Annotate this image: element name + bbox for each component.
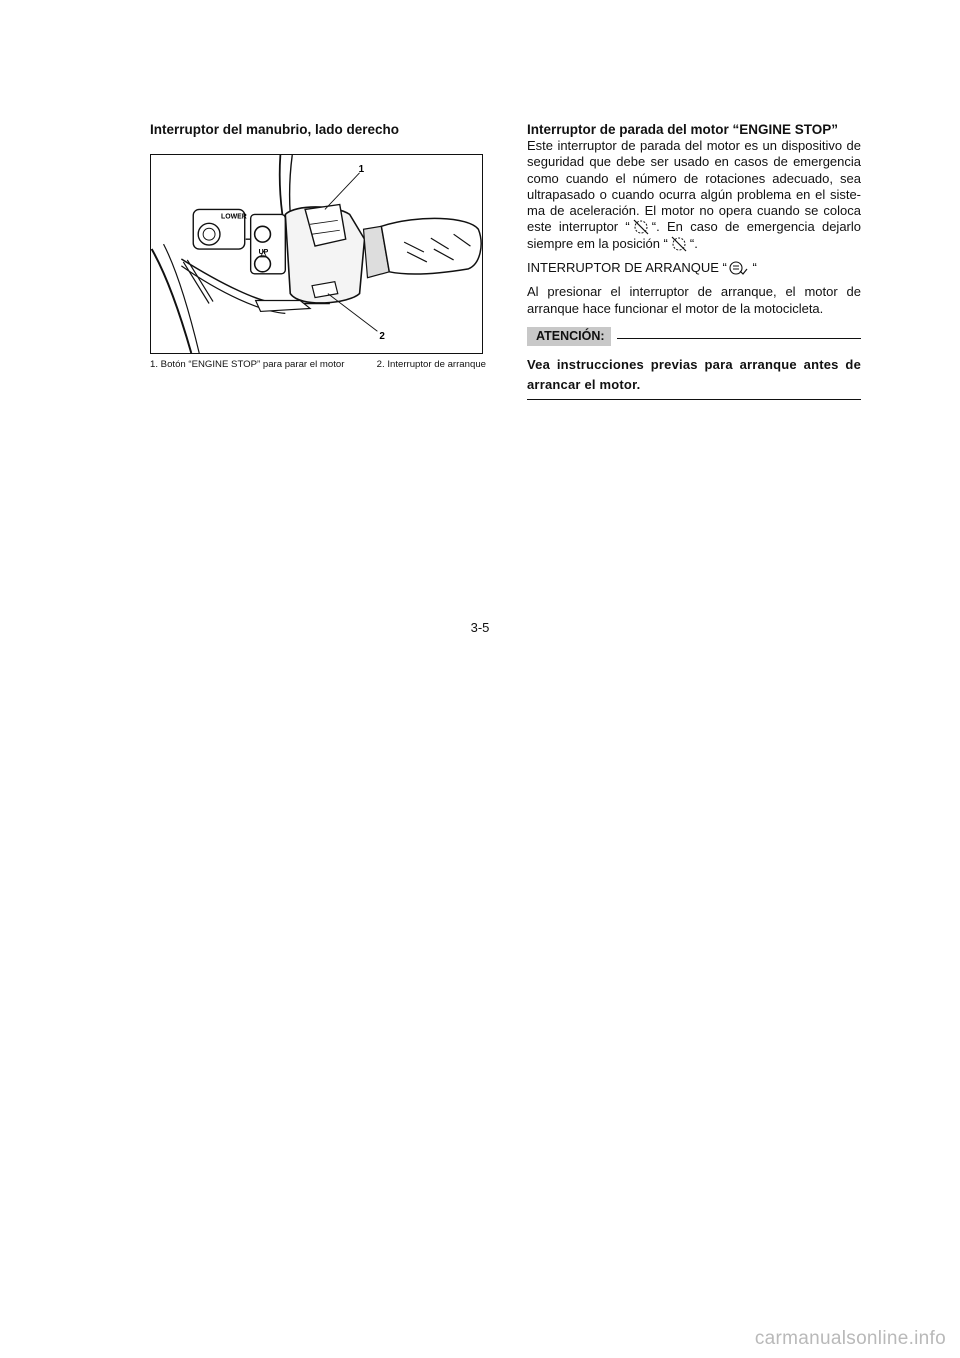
figure-heading: Interruptor del manubrio, lado derecho: [150, 122, 400, 137]
engine-stop-icon: [631, 219, 651, 235]
para2-text-a: INTERRUPTOR DE ARRANQUE “: [527, 260, 727, 276]
caption-starter: 2. Interruptor de arranque: [376, 359, 486, 370]
para1-text-b: “. En caso de emergencia dejarlo siempre em la posición “: [527, 219, 861, 251]
notice-body: Vea instrucciones previas para arranque antes de arrancar el motor.: [527, 356, 861, 392]
left-column: [150, 121, 486, 371]
handlebar-drawing: [151, 155, 482, 353]
section-heading: Interruptor de parada del motor “ENGINE STOP”: [527, 122, 839, 137]
lower-label: LOWER: [220, 213, 247, 221]
para1-text-c: “.: [689, 235, 698, 251]
figure-captions: [150, 359, 486, 371]
notice-header: [527, 327, 861, 346]
notice-bottom-rule: [527, 399, 861, 401]
callout-1: 1: [358, 163, 365, 175]
caption-engine-stop: 1. Botón “ENGINE STOP” para parar el motor: [150, 359, 345, 370]
engine-stop-paragraph: [527, 138, 861, 252]
page-number: 3-5: [470, 620, 490, 635]
callout-2: 2: [379, 331, 385, 343]
engine-stop-icon: [669, 236, 689, 252]
notice-label: ATENCIÓN:: [527, 327, 611, 346]
notice-top-rule: [617, 338, 861, 340]
starter-heading-paragraph: [527, 260, 861, 276]
right-column: [527, 121, 861, 400]
para1-text-a: Este interruptor de parada del motor es un dispositivo de seguridad que debe ser usado en casos de emergencia como cuando el número de rotaciones adecuado, sea ultrapasado o cuando ocurra algún problema en el siste- ma de aceleración. El motor no opera cuando se coloca este interruptor “: [527, 138, 861, 235]
watermark: carmanualsonline.info: [754, 1328, 946, 1349]
starter-paragraph: Al presionar el interruptor de arranque, el motor de arranque hace funcionar el motor de la motocicleta.: [527, 284, 861, 316]
up-label: UP: [258, 249, 269, 256]
starter-icon: [728, 260, 748, 276]
para2-text-b: “: [748, 260, 757, 276]
handlebar-switch-illustration: [150, 154, 483, 354]
